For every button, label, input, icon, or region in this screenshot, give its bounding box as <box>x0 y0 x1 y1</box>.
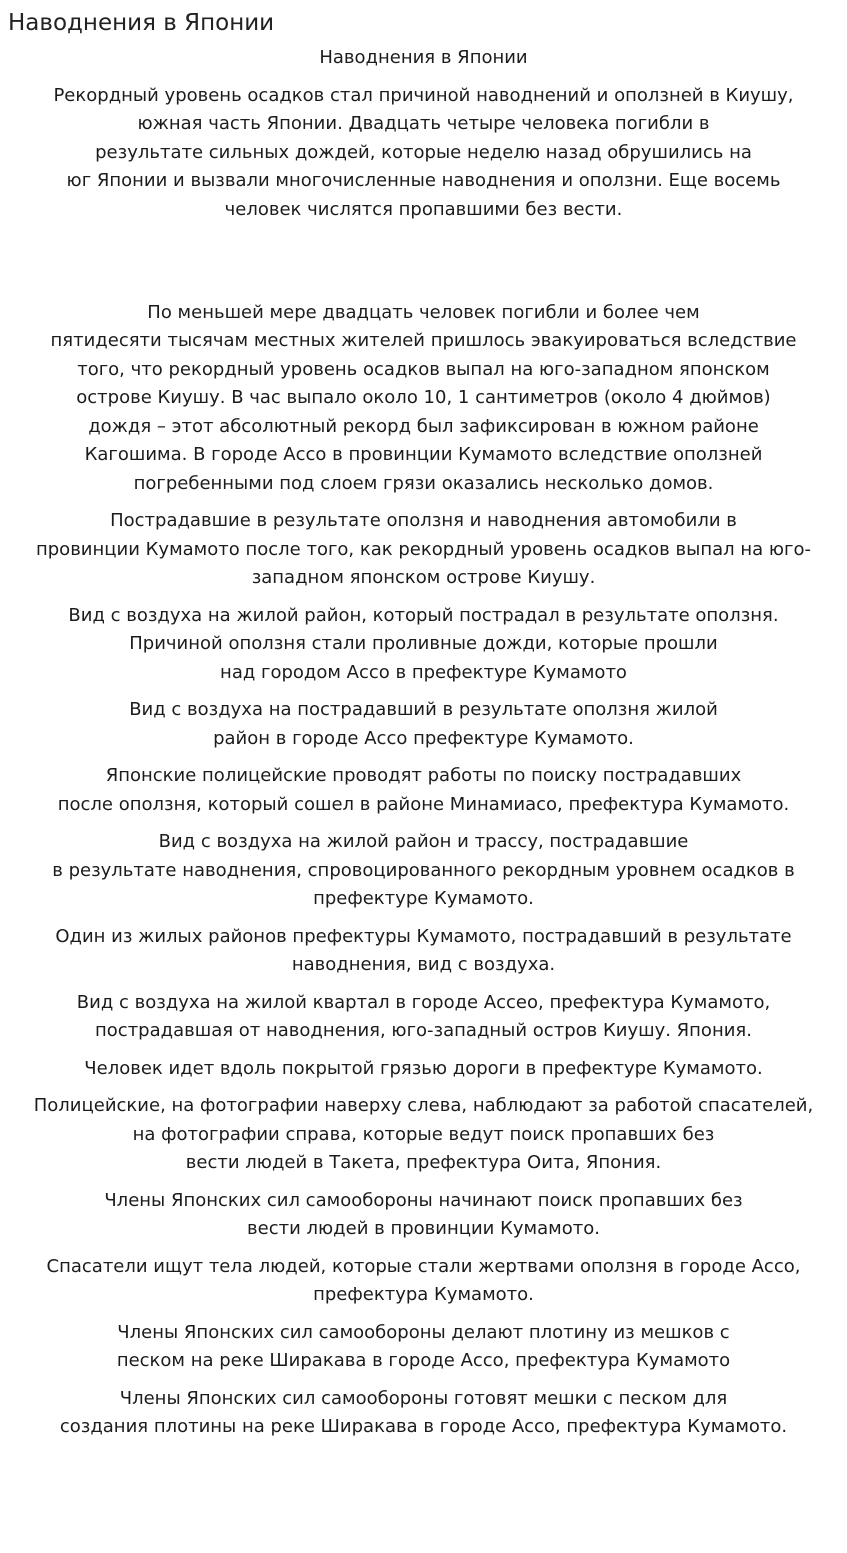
photo-caption <box>0 1055 847 1084</box>
text-line: префектура Кумамото. <box>313 1284 534 1305</box>
text-line: Члены Японских сил самообороны начинают поиск пропавших без <box>104 1189 743 1211</box>
text-line: пострадавшая от наводнения, юго-западный остров Киушу. Япония. <box>95 1020 752 1041</box>
text-line: Вид с воздуха на жилой район, который пострадал в результате оползня. <box>68 604 779 626</box>
photo-caption <box>0 1253 847 1310</box>
photo-caption <box>0 923 847 980</box>
text-line: вести людей в провинции Кумамото. <box>247 1218 600 1239</box>
text-line: Вид с воздуха на жилой квартал в городе Ассео, префектура Кумамото, <box>76 991 771 1013</box>
text-line: западном японском острове Киушу. <box>251 567 596 588</box>
text-line: того, что рекордный уровень осадков выпал на юго-западном японском <box>77 358 770 380</box>
text-line: Один из жилых районов префектуры Кумамото, пострадавший в результате <box>55 925 792 947</box>
photo-caption <box>0 1385 847 1442</box>
article-body <box>0 44 847 1442</box>
text-line: По меньшей мере двадцать человек погибли и более чем <box>147 301 700 323</box>
text-line: Пострадавшие в результате оползня и наводнения автомобили в <box>110 510 737 531</box>
text-line: южная часть Японии. Двадцать четыре человека погибли в <box>137 113 710 134</box>
text-line: после оползня, который сошел в районе Минамиасо, префектура Кумамото. <box>57 793 790 815</box>
text-line: острове Киушу. В час выпало около 10, 1 сантиметров (около 4 дюймов) <box>76 387 771 408</box>
text-line: результате сильных дождей, которые неделю назад обрушились на <box>95 141 752 163</box>
text-line: Полицейские, на фотографии наверху слева, наблюдают за работой спасателей, <box>33 1095 814 1116</box>
photo-caption <box>0 762 847 819</box>
text-line: человек числятся пропавшими без вести. <box>224 198 623 220</box>
text-line: Человек идет вдоль покрытой грязью дороги в префектуре Кумамото. <box>84 1057 763 1079</box>
text-line: вести людей в Такета, префектура Оита, Япония. <box>185 1152 662 1173</box>
text-line: Спасатели ищут тела людей, которые стали жертвами оползня в городе Ассо, <box>46 1255 801 1277</box>
photo-caption <box>0 1319 847 1376</box>
photo-caption <box>0 507 847 593</box>
page-title: Наводнения в Японии <box>8 10 275 36</box>
text-line: Вид с воздуха на жилой район и трассу, пострадавшие <box>158 831 689 852</box>
text-line: над городом Ассо в префектуре Кумамото <box>220 661 627 683</box>
article-paragraph <box>0 299 847 499</box>
photo-caption <box>0 989 847 1046</box>
text-line: Вид с воздуха на пострадавший в результате оползня жилой <box>129 699 718 720</box>
photo-caption <box>0 828 847 914</box>
text-line: Члены Японских сил самообороны готовят мешки с песком для <box>119 1387 728 1409</box>
text-line: Причиной оползня стали проливные дожди, которые прошли <box>129 633 718 654</box>
text-line: в результате наводнения, спровоцированного рекордным уровнем осадков в <box>52 859 795 881</box>
article-subtitle: Наводнения в Японии <box>319 47 528 68</box>
text-line: Японские полицейские проводят работы по поиску пострадавших <box>105 765 742 786</box>
text-line: создания плотины на реке Ширакава в городе Ассо, префектура Кумамото. <box>59 1416 788 1437</box>
text-line: на фотографии справа, которые ведут поиск пропавших без <box>132 1123 715 1145</box>
text-line: Члены Японских сил самообороны делают плотину из мешков с <box>117 1321 730 1343</box>
text-line: Кагошима. В городе Ассо в провинции Кумамото вследствие оползней <box>84 444 763 465</box>
text-line: дождя – этот абсолютный рекорд был зафиксирован в южном районе <box>88 415 759 437</box>
text-line: погребенными под слоем грязи оказались несколько домов. <box>133 472 714 494</box>
photo-caption <box>0 602 847 688</box>
text-line: юг Японии и вызвали многочисленные наводнения и оползни. Еще восемь <box>66 170 781 191</box>
text-line: провинции Кумамото после того, как рекордный уровень осадков выпал на юго- <box>35 538 811 560</box>
photo-caption <box>0 1187 847 1244</box>
text-line: район в городе Ассо префектуре Кумамото. <box>213 727 634 749</box>
text-line: пятидесяти тысячам местных жителей пришлось эвакуироваться вследствие <box>50 330 797 351</box>
photo-caption <box>0 696 847 753</box>
text-line: наводнения, вид с воздуха. <box>291 954 556 975</box>
article-paragraph <box>0 82 847 220</box>
text-line: Рекордный уровень осадков стал причиной наводнений и оползней в Киушу, <box>53 84 794 106</box>
text-line: песком на реке Ширакава в городе Ассо, префектура Кумамото <box>116 1350 731 1371</box>
text-line: префектуре Кумамото. <box>313 888 534 909</box>
photo-caption <box>0 1092 847 1178</box>
